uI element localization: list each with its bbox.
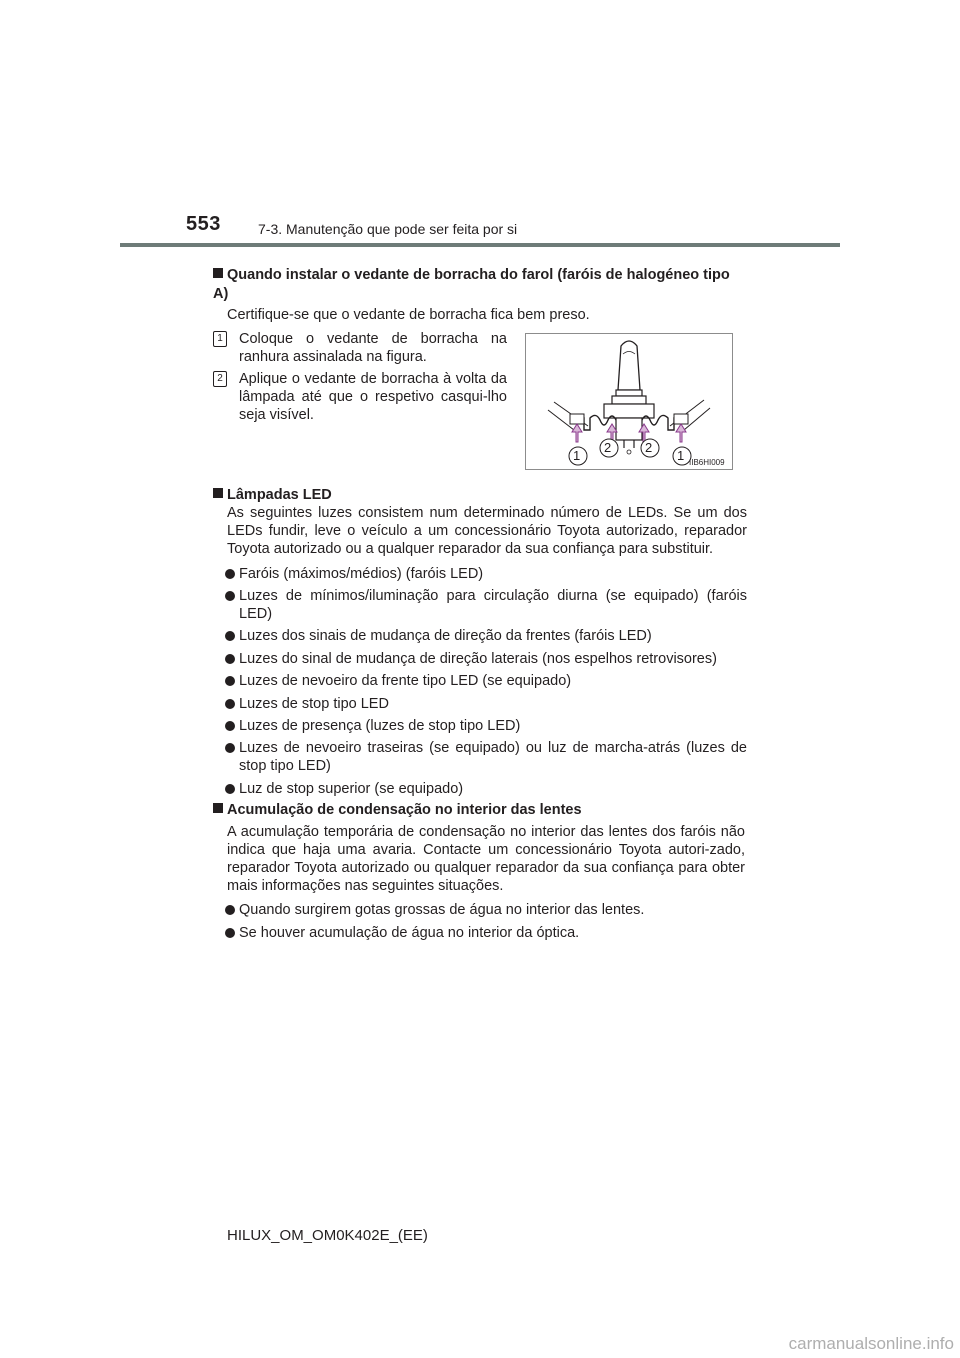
seal-heading: Quando instalar o vedante de borracha do farol (faróis de halogéneo tipo A) (213, 267, 730, 302)
list-item: Luzes de presença (luzes de stop tipo LED) (239, 717, 747, 735)
list-item: Se houver acumulação de água no interior da óptica. (239, 924, 747, 942)
bulb-seal-illustration (526, 334, 732, 469)
bullet-icon (225, 784, 235, 794)
bullet-icon (225, 928, 235, 938)
seal-intro: Certifique-se que o vedante de borracha fica bem preso. (227, 307, 590, 323)
condensation-intro: A acumulação temporária de condensação no interior das lentes dos faróis não indica que haja uma avaria. Contacte um concessionário Toyota autori-zado, reparador Toyota autorizado ou qualquer reparador da sua confiança para obter mais informações nas seguintes situações. (227, 824, 745, 894)
halogen-bulb-seal-figure (525, 333, 733, 470)
section-title: 7-3. Manutenção que pode ser feita por si (258, 221, 518, 237)
step-number-badge: 1 (213, 331, 227, 347)
list-item: Luzes dos sinais de mudança de direção da frentes (faróis LED) (239, 627, 747, 645)
step-number-badge: 2 (213, 371, 227, 387)
list-item: Luzes de stop tipo LED (239, 695, 747, 713)
list-item: Luzes de mínimos/iluminação para circulação diurna (se equipado) (faróis LED) (239, 587, 747, 623)
list-item: Faróis (máximos/médios) (faróis LED) (239, 565, 747, 583)
led-intro: As seguintes luzes consistem num determinado número de LEDs. Se um dos LEDs fundir, leve o veículo a um concessionário Toyota autorizado, reparador Toyota autorizado ou a qualquer reparador da sua confiança para substituir. (227, 505, 747, 557)
figure-callout: 2 (604, 440, 612, 455)
bullet-icon (225, 591, 235, 601)
list-item: Luzes de nevoeiro da frente tipo LED (se equipado) (239, 672, 747, 690)
figure-callout: 2 (645, 440, 653, 455)
square-bullet-icon (213, 268, 223, 278)
bullet-icon (225, 654, 235, 664)
bullet-icon (225, 721, 235, 731)
figure-code: IIB6HI009 (689, 458, 725, 467)
page-number: 553 (186, 213, 221, 235)
figure-callout: 1 (573, 448, 581, 463)
bullet-icon (225, 905, 235, 915)
list-item: Quando surgirem gotas grossas de água no interior das lentes. (239, 901, 747, 919)
list-item: Luz de stop superior (se equipado) (239, 780, 747, 798)
bullet-icon (225, 676, 235, 686)
watermark: carmanualsonline.info (788, 1334, 954, 1353)
condensation-heading: Acumulação de condensação no interior das lentes (213, 801, 747, 820)
list-item: Luzes de nevoeiro traseiras (se equipado) ou luz de marcha-atrás (luzes de stop tipo LED) (239, 739, 747, 775)
seal-step-1: Coloque o vedante de borracha na ranhura assinalada na figura. (239, 331, 507, 365)
header-rule (120, 243, 840, 247)
list-item: Luzes do sinal de mudança de direção laterais (nos espelhos retrovisores) (239, 650, 747, 668)
seal-step-2: Aplique o vedante de borracha à volta da lâmpada até que o respetivo casqui-lho seja visível. (239, 371, 507, 423)
bullet-icon (225, 631, 235, 641)
bullet-icon (225, 743, 235, 753)
led-heading: Lâmpadas LED (213, 486, 747, 505)
figure-callout: 1 (677, 448, 685, 463)
document-code: HILUX_OM_OM0K402E_(EE) (227, 1227, 428, 1244)
square-bullet-icon (213, 803, 223, 813)
square-bullet-icon (213, 488, 223, 498)
bullet-icon (225, 569, 235, 579)
bullet-icon (225, 699, 235, 709)
